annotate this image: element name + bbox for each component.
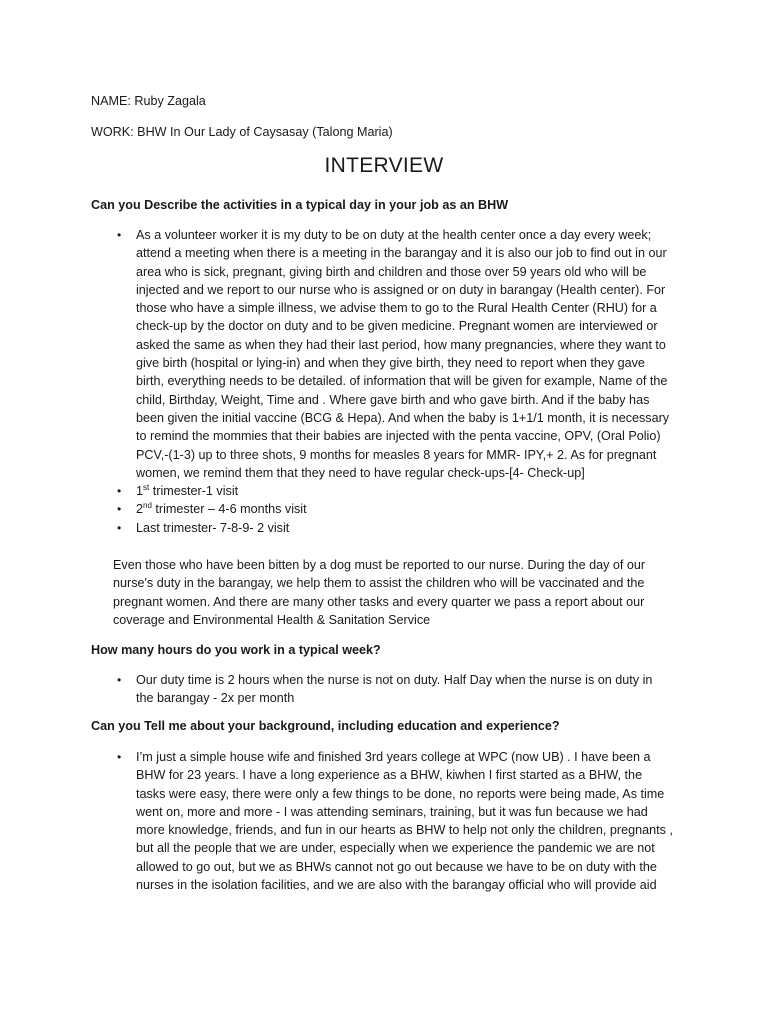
work-line: WORK: BHW In Our Lady of Caysasay (Talong Maria): [91, 125, 393, 139]
list-item: [113, 519, 673, 537]
answer-1-list: [113, 226, 673, 537]
answer-1-closing: Even those who have been bitten by a dog must be reported to our nurse. During the day of our nurse's duty in the barangay, we help them to assist the children who will be vaccinated and the pregnant women. And there are many other tasks and every quarter we pass a report about our coverage and Environmental Health & Sanitation Service: [113, 558, 646, 627]
answer-3-text: I’m just a simple house wife and finished 3rd years college at WPC (now UB) . I have been a BHW for 23 years. I have a long experience as a BHW, kiwhen I first started as a BHW, the tasks were easy, there were only a few things to be done, no reports were being made, As time went on, more and more - I was attending seminars, training, but it was fun because we had more knowledge, friends, and fun in our hearts as BHW to help not only the children, pregnants , but all the people that we are under, especially when we experience the pandemic we are not allowed to go out, but we as BHWs cannot not go out because we have to be on duty with the nurses in the isolation facilities, and we are also with the barangay official who will provide aid: [136, 750, 673, 893]
trimester-text: trimester-1 visit: [149, 484, 239, 499]
trimester-text: trimester – 4-6 months visit: [151, 502, 307, 517]
question-1: Can you Describe the activities in a typical day in your job as an BHW: [91, 198, 509, 212]
question-2: How many hours do you work in a typical week?: [91, 643, 381, 657]
trimester-number: 2: [136, 502, 144, 517]
bullet-icon: •: [117, 750, 122, 764]
list-item: [113, 226, 673, 482]
list-item: [113, 671, 673, 708]
trimester-ordinal: nd: [143, 501, 152, 511]
question-3: Can you Tell me about your background, including education and experience?: [91, 719, 560, 733]
bullet-icon: •: [117, 520, 122, 535]
bullet-icon: •: [117, 228, 122, 242]
list-item: [113, 500, 673, 518]
answer-2-text: Our duty time is 2 hours when the nurse is not on duty. Half Day when the nurse is on duty in the barangay - 2x per month: [136, 673, 653, 706]
bullet-icon: •: [117, 673, 122, 687]
bullet-icon: •: [117, 484, 122, 499]
answer-1-text: As a volunteer worker it is my duty to be on duty at the health center once a day every week; attend a meeting when there is a meeting in the barangay and it is also our job to find out in our area who is sick, pregnant, giving birth and children and those over 59 years old who will be injected and we report to our nurse who is assigned or on duty in barangay (Health center). For those who have a simple illness, we advise them to go to the Rural Health Center (RHU) for a check-up by the doctor on duty and to be given medicine. Pregnant women are interviewed or asked the same as when they had their last period, how many pregnancies, where they want to give birth (hospital or lying-in) and when they give birth, they need to report when they gave birth, everything needs to be detailed. of information that will be given for example, Name of the child, Birthday, Weight, Time and . Where gave birth and who gave birth. And if the baby has been given the initial vaccine (BCG & Hepa). And when the baby is 1+1/1 month, it is necessary to remind the mommies that their babies are injected with the penta vaccine, OPV, (Oral Polio) PCV,-(1-3) up to three shots, 9 months for measles 8 years for MMR- IPY,+ 2. As for pregnant women, we remind them that they need to have regular check-ups-[4- Check-up]: [136, 228, 670, 480]
answer-2-list: [113, 671, 673, 708]
list-item: [113, 482, 673, 500]
bullet-icon: •: [117, 502, 122, 517]
name-line: NAME: Ruby Zagala: [91, 94, 206, 108]
trimester-text: Last trimester- 7-8-9- 2 visit: [136, 520, 290, 535]
trimester-ordinal: st: [143, 482, 150, 492]
page-title: INTERVIEW: [324, 154, 444, 177]
trimester-number: 1: [136, 484, 144, 499]
answer-3-list: [113, 748, 673, 894]
list-item: [113, 748, 673, 894]
